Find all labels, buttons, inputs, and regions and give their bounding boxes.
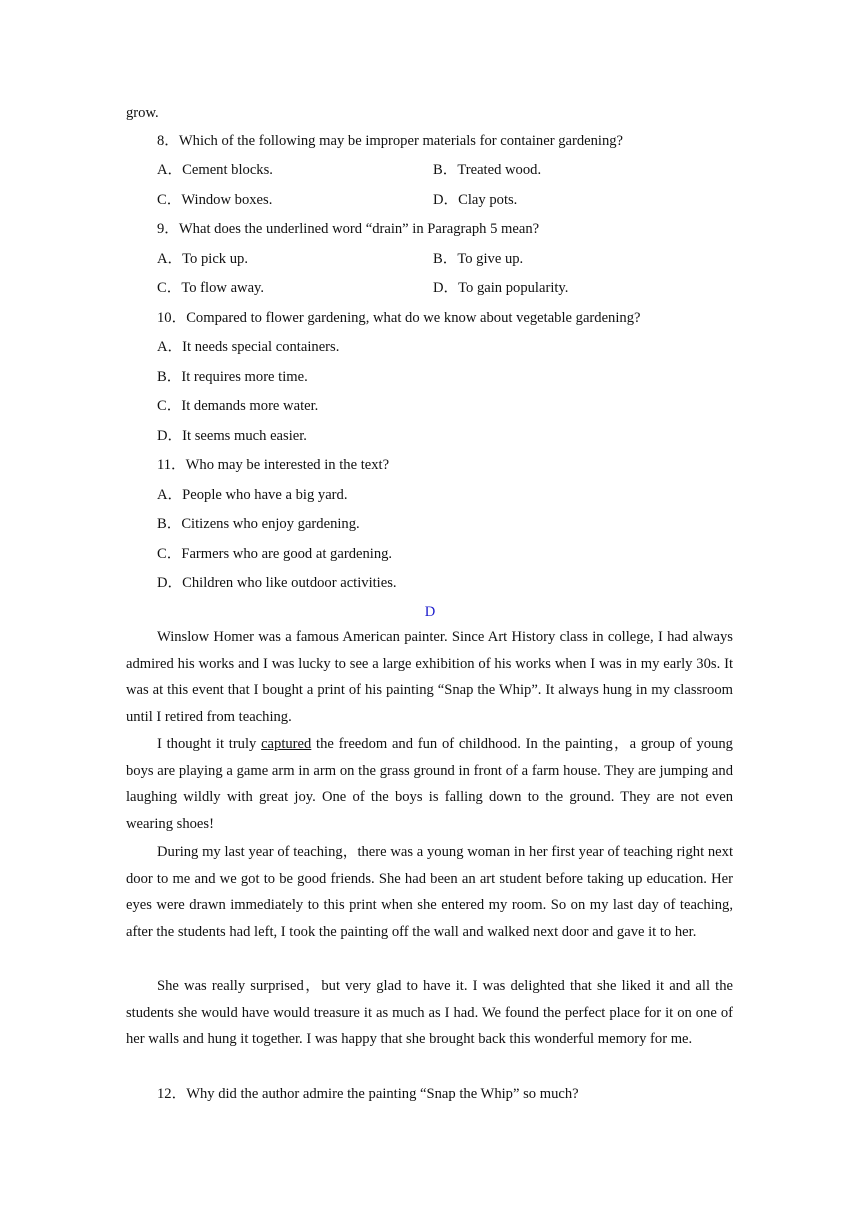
question-9-option-a: A．To pick up.: [157, 251, 248, 267]
section-d-paragraph-3: During my last year of teaching，there was a young woman in her first year of teaching right next door to me and we got to be good friends. She had been an art student before taking up education. Her eyes were drawn immediately to this print when she entered my room. So on my last day of teaching, after the students had left, I took the painting off the wall and walked next door and gave it to her.: [126, 844, 733, 940]
question-10-stem: 10．Compared to flower gardening, what do we know about vegetable gardening?: [157, 310, 641, 326]
question-11-option-c: C．Farmers who are good at gardening.: [157, 546, 393, 562]
question-9-option-b: B．To give up.: [433, 251, 524, 267]
section-d-paragraph-1: Winslow Homer was a famous American painter. Since Art History class in college, I had always admired his works and I was lucky to see a large exhibition of his works when I was in my early 30s. It was at this event that I bought a print of his painting “Snap the Whip”. It always hung in my classroom until I retired from teaching.: [126, 629, 733, 725]
paragraph-2-text-after: the freedom and fun of childhood. In the painting，a group of young boys are playing a game arm in arm on the grass ground in front of a farm house. They are jumping and laughing wildly with great joy. One of the boys is falling down to the ground. They are not even wearing shoes!: [126, 736, 733, 832]
question-8-option-c: C．Window boxes.: [157, 192, 273, 208]
question-8-option-d: D．Clay pots.: [433, 192, 518, 208]
question-8-option-b: B．Treated wood.: [433, 162, 542, 178]
question-10-option-b: B．It requires more time.: [157, 369, 308, 385]
question-10-option-c: C．It demands more water.: [157, 398, 319, 414]
section-d-heading: D: [424, 604, 436, 620]
section-d-paragraph-4: She was really surprised，but very glad to have it. I was delighted that she liked it and all the students she would have would treasure it as much as I had. We found the perfect place for it on one of her walls and hung it together. I was happy that she brought back this wonderful memory for me.: [126, 978, 733, 1047]
underlined-word-captured: captured: [261, 736, 312, 752]
question-9-stem: 9．What does the underlined word “drain” in Paragraph 5 mean?: [157, 221, 540, 237]
question-8-option-a: A．Cement blocks.: [157, 162, 273, 178]
question-11-option-b: B．Citizens who enjoy gardening.: [157, 516, 360, 532]
paragraph-2-text-before: I thought it truly: [157, 736, 262, 752]
question-11-stem: 11．Who may be interested in the text?: [157, 457, 390, 473]
question-10-option-d: D．It seems much easier.: [157, 428, 307, 444]
question-11-option-d: D．Children who like outdoor activities.: [157, 575, 397, 591]
lead-fragment: grow.: [126, 105, 159, 121]
question-8-stem: 8．Which of the following may be improper materials for container gardening?: [157, 133, 624, 149]
question-12-stem: 12．Why did the author admire the painting “Snap the Whip” so much?: [157, 1086, 579, 1102]
section-d-paragraph-2: [126, 731, 733, 837]
question-11-option-a: A．People who have a big yard.: [157, 487, 348, 503]
question-9-option-c: C．To flow away.: [157, 280, 265, 296]
question-10-option-a: A．It needs special containers.: [157, 339, 340, 355]
question-9-option-d: D．To gain popularity.: [433, 280, 569, 296]
